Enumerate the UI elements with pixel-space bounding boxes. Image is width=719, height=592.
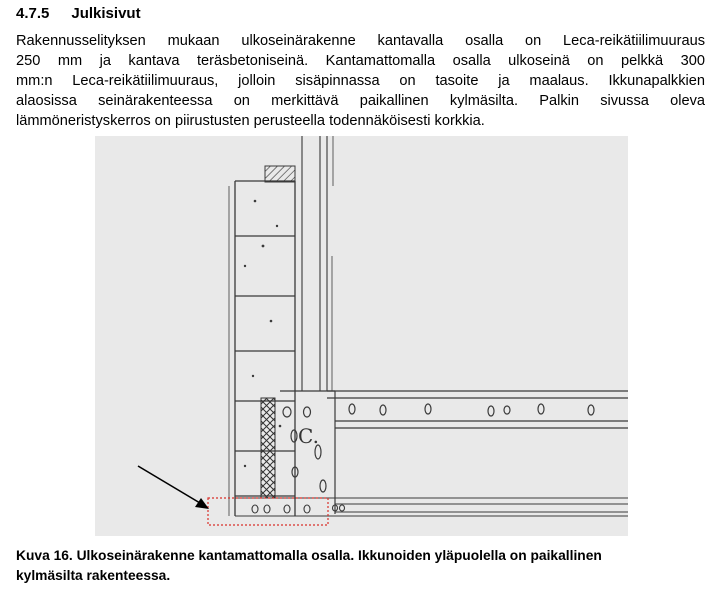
- paragraph-line: 250 mm ja kantava teräsbetoniseinä. Kantamattomalla osalla ulkoseinä on pelkkä 300: [16, 53, 705, 69]
- section-number: 4.7.5: [16, 5, 50, 22]
- wall-section-drawing: [95, 136, 628, 536]
- cork-insulation: [261, 398, 275, 498]
- paragraph-line: Rakennusselityksen mukaan ulkoseinärakenne kantavalla osalla on Leca-reikätiilimuuraus: [16, 33, 705, 49]
- figure-caption: [16, 546, 706, 586]
- section-title: Julkisivut: [71, 5, 141, 22]
- drawing-label: C.: [298, 424, 319, 448]
- caption-line: Kuva 16. Ulkoseinärakenne kantamattomalla osalla. Ikkunoiden yläpuolella on paikallinen: [16, 548, 602, 563]
- wall-cap-hatch: [265, 166, 295, 182]
- paragraph-line: lämmöneristyskerros on piirustusten perusteella todennäköisesti korkkia.: [16, 113, 485, 129]
- caption-line: kylmäsilta rakenteessa.: [16, 568, 171, 583]
- section-heading: [16, 5, 141, 22]
- body-paragraph: [16, 31, 705, 131]
- construction-drawing-photo: [95, 136, 628, 536]
- paragraph-line: alaosissa seinärakenteessa on merkittävä paikallinen kylmäsilta. Palkin sivussa oleva: [16, 93, 705, 109]
- paragraph-line: mm:n Leca-reikätiilimuuraus, jolloin sisäpinnassa on tasoite ja maalaus. Ikkunapalkkien: [16, 73, 705, 89]
